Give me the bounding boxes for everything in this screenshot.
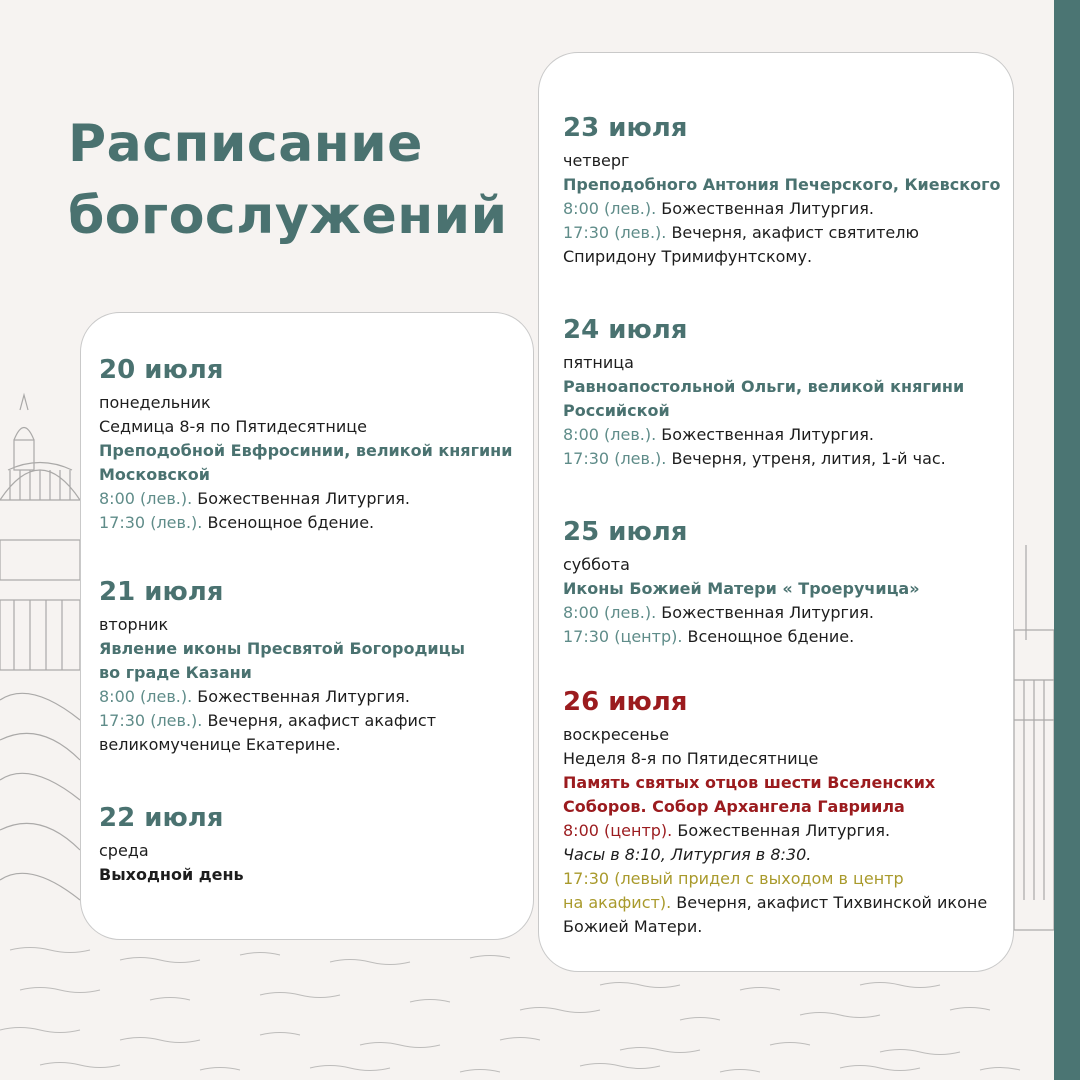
day-feast: Равноапостольной Ольги, великой княгини <box>563 377 965 396</box>
service-line <box>563 819 1013 843</box>
service-time: 17:30 (лев.). <box>563 449 667 468</box>
service-line <box>99 685 533 709</box>
day-feast: во граде Казани <box>99 663 252 682</box>
service-line <box>563 447 1013 471</box>
service-text-cont: Спиридону Тримифунтскому. <box>563 247 813 266</box>
service-time: 17:30 (лев.). <box>563 223 667 242</box>
service-time: 17:30 (центр). <box>563 627 683 646</box>
schedule-card-left <box>80 312 534 940</box>
service-time: 17:30 (лев.). <box>99 711 203 730</box>
day-block-26 <box>563 685 1013 939</box>
service-time: 17:30 (лев.). <box>99 513 203 532</box>
day-block-22 <box>99 801 533 887</box>
page-title <box>68 108 508 252</box>
service-text: Всенощное бдение. <box>207 513 375 532</box>
day-weekday: пятница <box>563 353 634 372</box>
service-time: 17:30 (левый придел с выходом в центр <box>563 869 904 888</box>
service-time: 8:00 (лев.). <box>99 489 193 508</box>
day-block-20 <box>99 353 533 535</box>
service-text: Божественная Литургия. <box>661 425 875 444</box>
day-off-note: Выходной день <box>99 865 244 884</box>
title-line-2: богослужений <box>68 186 508 246</box>
day-feast: Явление иконы Пресвятой Богородицы <box>99 639 465 658</box>
service-time: 8:00 (лев.). <box>563 425 657 444</box>
service-text: Божественная Литургия. <box>677 821 891 840</box>
side-accent-bar <box>1054 0 1080 1080</box>
day-feast: Преподобного Антония Печерского, Киевского <box>563 175 1001 194</box>
service-time: 8:00 (лев.). <box>99 687 193 706</box>
day-week: Неделя 8-я по Пятидесятнице <box>563 749 819 768</box>
day-date: 25 июля <box>563 517 688 547</box>
schedule-card-right <box>538 52 1014 972</box>
service-time: на акафист). <box>563 893 672 912</box>
day-feast: Соборов. Собор Архангела Гавриила <box>563 797 905 816</box>
day-date-holiday: 26 июля <box>563 687 688 717</box>
day-weekday: понедельник <box>99 393 211 412</box>
service-line <box>563 221 1013 245</box>
day-feast: Иконы Божией Матери « Троеручица» <box>563 579 920 598</box>
service-line <box>99 511 533 535</box>
service-text: Вечерня, акафист святителю <box>671 223 919 242</box>
day-week: Седмица 8-я по Пятидесятнице <box>99 417 367 436</box>
service-line <box>563 601 1013 625</box>
day-weekday: суббота <box>563 555 630 574</box>
service-text: Божественная Литургия. <box>197 489 411 508</box>
day-feast: Память святых отцов шести Вселенских <box>563 773 936 792</box>
service-text: Вечерня, утреня, лития, 1-й час. <box>671 449 946 468</box>
service-text: Всенощное бдение. <box>687 627 855 646</box>
day-weekday: вторник <box>99 615 169 634</box>
day-date: 22 июля <box>99 803 224 833</box>
service-time: 8:00 (лев.). <box>563 603 657 622</box>
service-line <box>99 709 533 733</box>
day-block-21 <box>99 575 533 757</box>
day-date: 24 июля <box>563 315 688 345</box>
title-line-1: Расписание <box>68 114 423 174</box>
day-feast: Российской <box>563 401 670 420</box>
service-text: Божественная Литургия. <box>661 603 875 622</box>
day-feast: Преподобной Евфросинии, великой княгини <box>99 441 513 460</box>
day-date: 20 июля <box>99 355 224 385</box>
service-line <box>563 891 1013 915</box>
day-weekday: среда <box>99 841 149 860</box>
day-date: 21 июля <box>99 577 224 607</box>
service-text: Вечерня, акафист акафист <box>207 711 437 730</box>
service-time: 8:00 (центр). <box>563 821 673 840</box>
service-text-cont: Божией Матери. <box>563 917 703 936</box>
service-time: 8:00 (лев.). <box>563 199 657 218</box>
day-date: 23 июля <box>563 113 688 143</box>
day-feast: Московской <box>99 465 210 484</box>
service-text-cont: великомученице Екатерине. <box>99 735 341 754</box>
day-weekday: воскресенье <box>563 725 670 744</box>
day-block-23 <box>563 111 1013 269</box>
service-line <box>563 423 1013 447</box>
service-text: Вечерня, акафист Тихвинской иконе <box>676 893 988 912</box>
day-weekday: четверг <box>563 151 630 170</box>
service-line <box>563 197 1013 221</box>
service-line <box>563 625 1013 649</box>
service-text: Божественная Литургия. <box>661 199 875 218</box>
service-text: Божественная Литургия. <box>197 687 411 706</box>
service-line <box>99 487 533 511</box>
day-block-24 <box>563 313 1013 471</box>
service-italic-note: Часы в 8:10, Литургия в 8:30. <box>563 845 812 864</box>
day-block-25 <box>563 515 1013 649</box>
